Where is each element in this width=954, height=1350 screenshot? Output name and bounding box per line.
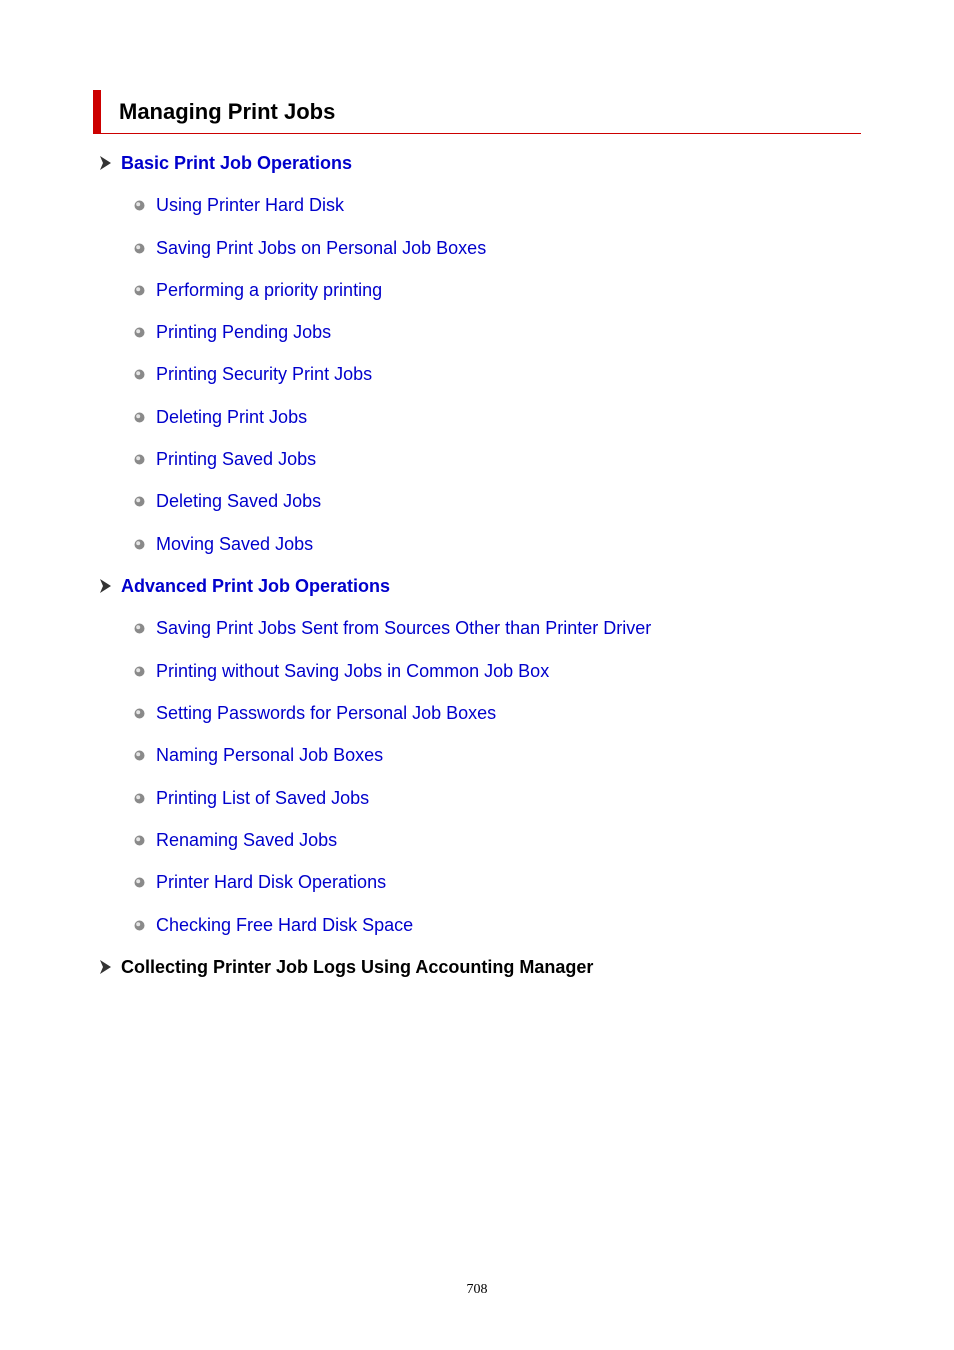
- link-printing-pending-jobs[interactable]: Printing Pending Jobs: [156, 321, 332, 342]
- list-item: [133, 320, 331, 344]
- list-item: [133, 489, 321, 513]
- bullet-icon: [133, 919, 146, 932]
- list-item: [133, 913, 413, 937]
- list-item: [133, 659, 549, 683]
- link-using-printer-hard-disk[interactable]: Using Printer Hard Disk: [156, 194, 345, 215]
- list-item: [133, 616, 651, 640]
- link-saving-print-jobs-sent-from-other-sources[interactable]: Saving Print Jobs Sent from Sources Other than Printer Driver: [156, 617, 652, 638]
- chevron-right-icon: [97, 155, 113, 171]
- list-item: [133, 405, 307, 429]
- chevron-right-icon: [97, 959, 113, 975]
- bullet-icon: [133, 326, 146, 339]
- section-basic-print-job-operations: [97, 151, 352, 175]
- bullet-icon: [133, 834, 146, 847]
- section-collecting-printer-job-logs: [97, 955, 593, 979]
- list-item: [133, 701, 496, 725]
- link-performing-priority-printing[interactable]: Performing a priority printing: [156, 279, 383, 300]
- bullet-icon: [133, 242, 146, 255]
- section-advanced-print-job-operations: [97, 574, 390, 598]
- bullet-icon: [133, 284, 146, 297]
- list-item: [133, 870, 386, 894]
- link-saving-print-jobs-on-personal-job-boxes[interactable]: Saving Print Jobs on Personal Job Boxes: [156, 237, 487, 258]
- bullet-icon: [133, 453, 146, 466]
- bullet-icon: [133, 707, 146, 720]
- list-item: [133, 828, 337, 852]
- bullet-icon: [133, 368, 146, 381]
- section-link-advanced-print-job-operations[interactable]: Advanced Print Job Operations: [121, 575, 391, 596]
- page-number: 708: [466, 1282, 488, 1297]
- bullet-icon: [133, 538, 146, 551]
- list-item: [133, 786, 369, 810]
- link-checking-free-hard-disk-space[interactable]: Checking Free Hard Disk Space: [156, 914, 414, 935]
- header-accent-bar: [93, 90, 101, 133]
- section-link-basic-print-job-operations[interactable]: Basic Print Job Operations: [121, 152, 353, 173]
- page-title: Managing Print Jobs: [119, 99, 336, 124]
- list-item: [133, 193, 344, 217]
- link-deleting-print-jobs[interactable]: Deleting Print Jobs: [156, 406, 308, 427]
- chevron-right-icon: [97, 578, 113, 594]
- link-setting-passwords-personal-job-boxes[interactable]: Setting Passwords for Personal Job Boxes: [156, 702, 497, 723]
- bullet-icon: [133, 792, 146, 805]
- link-printing-without-saving-jobs[interactable]: Printing without Saving Jobs in Common Job Box: [156, 660, 550, 681]
- link-printing-saved-jobs[interactable]: Printing Saved Jobs: [156, 448, 317, 469]
- link-naming-personal-job-boxes[interactable]: Naming Personal Job Boxes: [156, 744, 384, 765]
- list-item: [133, 236, 486, 260]
- link-printing-list-of-saved-jobs[interactable]: Printing List of Saved Jobs: [156, 787, 370, 808]
- link-renaming-saved-jobs[interactable]: Renaming Saved Jobs: [156, 829, 338, 850]
- list-item: [133, 532, 313, 556]
- link-moving-saved-jobs[interactable]: Moving Saved Jobs: [156, 533, 314, 554]
- page-header: [93, 90, 861, 134]
- bullet-icon: [133, 495, 146, 508]
- link-printer-hard-disk-operations[interactable]: Printer Hard Disk Operations: [156, 871, 387, 892]
- bullet-icon: [133, 199, 146, 212]
- bullet-icon: [133, 665, 146, 678]
- list-item: [133, 743, 383, 767]
- bullet-icon: [133, 749, 146, 762]
- bullet-icon: [133, 876, 146, 889]
- link-printing-security-print-jobs[interactable]: Printing Security Print Jobs: [156, 363, 373, 384]
- list-item: [133, 278, 382, 302]
- section-heading-collecting-printer-job-logs: Collecting Printer Job Logs Using Accounting Manager: [121, 956, 594, 977]
- link-deleting-saved-jobs[interactable]: Deleting Saved Jobs: [156, 490, 322, 511]
- list-item: [133, 447, 316, 471]
- bullet-icon: [133, 622, 146, 635]
- bullet-icon: [133, 411, 146, 424]
- list-item: [133, 362, 372, 386]
